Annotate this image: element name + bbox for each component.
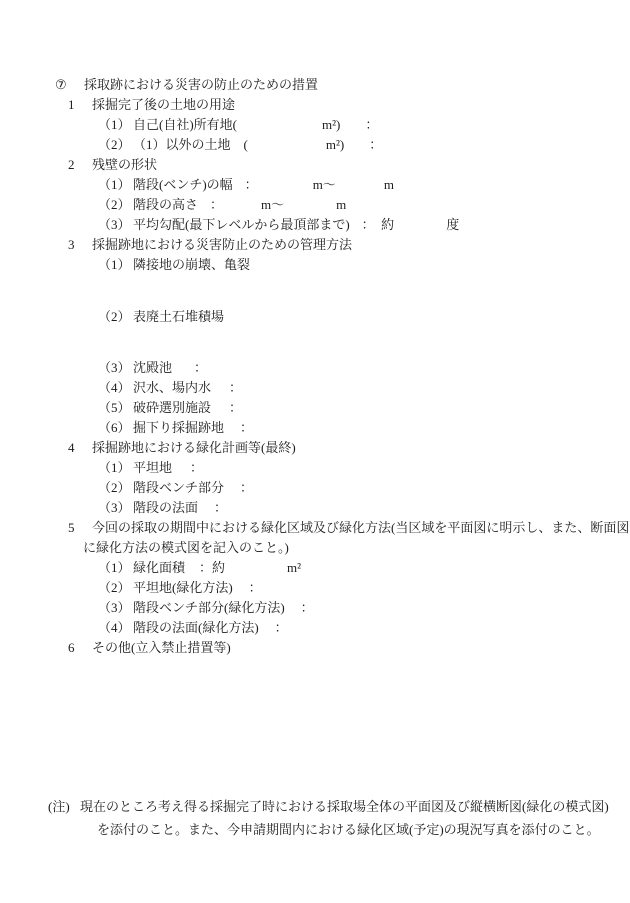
blank-fill-area: [224, 431, 240, 432]
blank-fill-area: [172, 471, 190, 472]
item-2-3: [0, 215, 630, 235]
item-1-1-text: 自己(自社)所有地(: [133, 117, 237, 132]
item-4-3-text: 階段の法面: [133, 500, 199, 515]
item-5-1-marker: （1）: [98, 560, 131, 575]
item-5-4-marker: （4）: [98, 620, 131, 635]
heading-6: [0, 638, 630, 658]
section7-title-text: 採取跡における災害の防止のための措置: [84, 77, 319, 92]
section7-title-line: [0, 75, 630, 95]
item-3-3-colon: ：: [194, 360, 208, 375]
footnote-line1: [0, 795, 630, 818]
item-4-2-text: 階段ベンチ部分: [133, 480, 225, 495]
write-in-blank-space: [0, 658, 630, 795]
item-2-2-colon: ：: [210, 197, 224, 212]
item-3-4-colon: ：: [229, 380, 243, 395]
item-3-3-marker: （3）: [98, 360, 131, 375]
item-5-1-colon: ：約: [199, 560, 226, 575]
item-1-2: [0, 135, 630, 155]
footnote-text-line1: 現在のところ考え得る採掘完了時における採取場全体の平面図及び縦横断図(緑化の模式図): [80, 799, 609, 814]
blank-fill-area: [211, 391, 229, 392]
blank-fill-area: [211, 411, 229, 412]
blank-fill-area: [224, 491, 240, 492]
heading-3-number: 3: [68, 237, 75, 252]
item-5-1: [0, 558, 630, 578]
item-3-6-text: 掘下り採掘跡地: [133, 420, 225, 435]
blank-fill-area: [185, 571, 199, 572]
blank-fill-area: [248, 148, 326, 149]
write-in-blank-space: [0, 275, 630, 307]
heading-6-number: 6: [68, 640, 75, 655]
blank-fill-area: [172, 371, 194, 372]
blank-fill-area: [394, 228, 446, 229]
item-5-2-text: 平坦地(緑化方法): [133, 580, 233, 595]
item-2-2-unit-from: m～: [261, 197, 285, 212]
heading-3-text: 採掘跡地における災害防止のための管理方法: [92, 237, 353, 252]
blank-fill-area: [350, 228, 362, 229]
item-5-1-text: 緑化面積: [133, 560, 186, 575]
blank-fill-area: [344, 148, 369, 149]
item-4-1-colon: ：: [190, 460, 204, 475]
item-2-2-text: 階段の高さ: [133, 197, 199, 212]
item-2-2-marker: （2）: [98, 197, 131, 212]
item-5-2-marker: （2）: [98, 580, 131, 595]
item-4-1: [0, 458, 630, 478]
blank-fill-area: [285, 611, 301, 612]
item-2-1-unit-from: m～: [312, 177, 336, 192]
item-2-1-marker: （1）: [98, 177, 131, 192]
item-1-1-colon: ：: [365, 117, 379, 132]
item-3-6: [0, 418, 630, 438]
heading-5-text-line2: に緑化方法の模式図を記入のこと。): [83, 540, 289, 555]
item-5-3-colon: ：: [300, 600, 314, 615]
item-5-4-colon: ：: [274, 620, 288, 635]
blank-fill-area: [225, 571, 287, 572]
item-5-2-colon: ：: [248, 580, 262, 595]
item-1-2-unit: m²): [325, 137, 345, 152]
item-3-1: [0, 255, 630, 275]
heading-5-text-line1: 今回の採取の期間中における緑化区域及び緑化方法(当区域を平面図に明示し、また、断面図: [92, 520, 630, 535]
footnote-label: (注): [48, 799, 70, 814]
item-1-1-marker: （1）: [98, 117, 131, 132]
footnote-line2: [0, 818, 630, 841]
heading-2-text: 残壁の形状: [92, 157, 158, 172]
item-3-2-marker: （2）: [98, 309, 131, 324]
item-2-3-unit: 度: [446, 217, 460, 232]
blank-fill-area: [233, 188, 245, 189]
item-5-3: [0, 598, 630, 618]
item-5-3-text: 階段ベンチ部分(緑化方法): [133, 600, 285, 615]
item-3-4-marker: （4）: [98, 380, 131, 395]
item-3-6-colon: ：: [240, 420, 254, 435]
blank-fill-area: [340, 128, 365, 129]
item-2-1: [0, 175, 630, 195]
blank-fill-area: [259, 631, 275, 632]
heading-6-text: その他(立入禁止措置等): [92, 640, 231, 655]
heading-3: [0, 235, 630, 255]
item-2-1-colon: ：: [244, 177, 258, 192]
item-3-4: [0, 378, 630, 398]
item-2-1-text: 階段(ベンチ)の幅: [133, 177, 233, 192]
blank-fill-area: [198, 511, 214, 512]
item-4-3: [0, 498, 630, 518]
blank-fill-area: [237, 128, 322, 129]
heading-4-number: 4: [68, 440, 75, 455]
blank-fill-area: [284, 208, 336, 209]
heading-5-line2: [0, 538, 630, 558]
blank-fill-area: [223, 208, 261, 209]
item-3-3: [0, 358, 630, 378]
item-1-1: [0, 115, 630, 135]
heading-1-text: 採掘完了後の土地の用途: [92, 97, 236, 112]
circled-7-marker: ⑦: [55, 77, 67, 92]
item-2-3-colon: ： 約: [361, 217, 395, 232]
item-3-5-marker: （5）: [98, 400, 131, 415]
heading-5-number: 5: [68, 520, 75, 535]
blank-fill-area: [336, 188, 384, 189]
item-5-4-text: 階段の法面(緑化方法): [133, 620, 259, 635]
item-1-2-colon: ：: [369, 137, 383, 152]
item-5-3-marker: （3）: [98, 600, 131, 615]
item-1-2-marker: （2）: [98, 137, 131, 152]
heading-1-number: 1: [68, 97, 75, 112]
item-4-2-marker: （2）: [98, 480, 131, 495]
blank-fill-area: [233, 591, 249, 592]
item-3-5: [0, 398, 630, 418]
item-2-2-unit-to: m: [336, 197, 347, 212]
heading-5-line1: [0, 518, 630, 538]
item-3-3-text: 沈殿池: [133, 360, 173, 375]
item-3-2: [0, 307, 630, 327]
item-5-2: [0, 578, 630, 598]
item-4-3-colon: ：: [214, 500, 228, 515]
item-5-4: [0, 618, 630, 638]
item-2-3-text: 平均勾配(最下レベルから最頂部まで): [133, 217, 350, 232]
heading-2: [0, 155, 630, 175]
item-3-4-text: 沢水、場内水: [133, 380, 212, 395]
blank-fill-area: [258, 188, 313, 189]
heading-2-number: 2: [68, 157, 75, 172]
item-3-1-marker: （1）: [98, 257, 131, 272]
item-1-2-text: （1）以外の土地 (: [133, 137, 248, 152]
item-4-1-marker: （1）: [98, 460, 131, 475]
item-4-2-colon: ：: [240, 480, 254, 495]
write-in-blank-space: [0, 327, 630, 358]
item-2-3-marker: （3）: [98, 217, 131, 232]
item-2-1-unit-to: m: [383, 177, 394, 192]
item-3-1-text: 隣接地の崩壊、亀裂: [133, 257, 251, 272]
heading-4: [0, 438, 630, 458]
heading-4-text: 採掘跡地における緑化計画等(最終): [92, 440, 296, 455]
item-5-1-unit: m²: [287, 560, 302, 575]
item-3-5-text: 破砕選別施設: [133, 400, 212, 415]
heading-1: [0, 95, 630, 115]
footnote-text-line2: を添付のこと。また、今申請期間内における緑化区域(予定)の現況写真を添付のこと。: [97, 822, 600, 837]
item-1-1-unit: m²): [322, 117, 341, 132]
item-4-2: [0, 478, 630, 498]
blank-fill-area: [198, 208, 210, 209]
item-4-1-text: 平坦地: [133, 460, 173, 475]
item-3-6-marker: （6）: [98, 420, 131, 435]
item-3-2-text: 表廃土石堆積場: [133, 309, 225, 324]
item-2-2: [0, 195, 630, 215]
item-4-3-marker: （3）: [98, 500, 131, 515]
item-3-5-colon: ：: [229, 400, 243, 415]
